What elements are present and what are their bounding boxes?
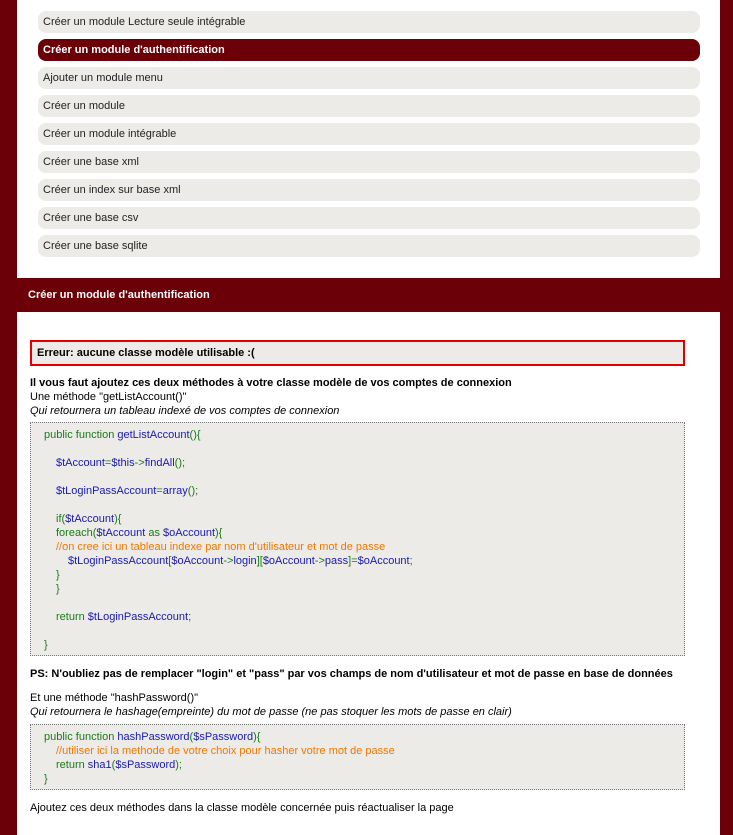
menu-item-module-integrable[interactable]: Créer un module intégrable: [38, 123, 700, 145]
menu-item-module-menu[interactable]: Ajouter un module menu: [38, 67, 700, 89]
code-token: pass: [324, 555, 349, 567]
instructions-heading: Il vous faut ajoutez ces deux méthodes à votre classe modèle de vos comptes de connexion: [30, 377, 512, 389]
code-token: $oAccount: [357, 555, 410, 567]
code-token: return: [56, 759, 88, 771]
code-token: =: [156, 485, 163, 497]
section-title: Créer un module d'authentification: [17, 278, 720, 312]
code-token: $tLoginPassAccount: [68, 555, 169, 567]
error-message: Erreur: aucune classe modèle utilisable :(: [30, 340, 685, 366]
code-token: hashPassword: [117, 731, 190, 743]
code-token: ();: [174, 457, 186, 469]
code-token: ){: [215, 527, 223, 539]
code-token: $tLoginPassAccount: [56, 485, 157, 497]
code-line: [56, 484, 198, 498]
code-token: sha1: [87, 759, 112, 771]
method2-description: Qui retournera le hashage(empreinte) du mot de passe (ne pas stoquer les mots de passe en clair): [30, 706, 512, 718]
code-token: ->: [223, 555, 234, 567]
code-line: }: [56, 583, 60, 595]
code-token: $oAccount: [262, 555, 315, 567]
code-line: [44, 428, 201, 442]
code-token: ]=: [348, 555, 358, 567]
code-line: }: [56, 569, 60, 581]
code-token: $sPassword: [193, 731, 254, 743]
code-line: }: [44, 639, 48, 651]
code-comment: //utiliser ici la methode de votre choix pour hasher votre mot de passe: [56, 745, 395, 757]
code-token: );: [175, 759, 182, 771]
menu-item-base-xml[interactable]: Créer une base xml: [38, 151, 700, 173]
code-token: $oAccount: [163, 527, 215, 539]
code-token: ){: [114, 513, 122, 525]
code-token: as: [145, 527, 164, 539]
code-line: [56, 512, 121, 526]
code-token: ->: [314, 555, 325, 567]
code-token: (: [111, 759, 116, 771]
code-line: [56, 610, 191, 624]
code-line: [68, 554, 413, 568]
code-token: $sPassword: [115, 759, 176, 771]
menu-item-base-sqlite[interactable]: Créer une base sqlite: [38, 235, 700, 257]
code-block-hashpassword: [30, 724, 685, 790]
code-line: [56, 526, 222, 540]
code-token: foreach(: [56, 527, 97, 539]
code-token: findAll: [144, 457, 175, 469]
code-line: }: [44, 773, 48, 785]
code-token: login: [233, 555, 257, 567]
method1-title: Une méthode "getListAccount()": [30, 391, 187, 403]
code-line: [56, 456, 185, 470]
code-token: $tAccount: [65, 513, 115, 525]
code-token: ();: [187, 485, 199, 497]
code-token: ;: [409, 555, 413, 567]
code-token: ->: [134, 457, 145, 469]
code-token: ][: [256, 555, 263, 567]
code-line: [44, 730, 260, 744]
menu-item-lecture-seule-integrable[interactable]: Créer un module Lecture seule intégrable: [38, 11, 700, 33]
footer-instruction: Ajoutez ces deux méthodes dans la classe modèle concernée puis réactualiser la page: [30, 802, 454, 814]
code-line: [56, 758, 182, 772]
code-token: [: [168, 555, 172, 567]
code-comment: //on cree ici un tableau indexe par nom d'utilisateur et mot de passe: [56, 541, 386, 553]
code-token: $tLoginPassAccount: [87, 611, 189, 623]
code-token: public function: [44, 731, 118, 743]
code-token: $tAccount: [96, 527, 146, 539]
code-token: ){: [253, 731, 261, 743]
menu-item-module-authentification[interactable]: Créer un module d'authentification: [38, 39, 700, 61]
code-token: public function: [44, 429, 118, 441]
code-token: (: [189, 731, 194, 743]
menu-item-module[interactable]: Créer un module: [38, 95, 700, 117]
code-token: if(: [56, 513, 66, 525]
code-token: getListAccount: [117, 429, 190, 441]
code-token: =: [104, 457, 112, 469]
code-token: ;: [188, 611, 192, 623]
menu-item-index-base-xml[interactable]: Créer un index sur base xml: [38, 179, 700, 201]
code-token: (){: [189, 429, 201, 441]
method2-title: Et une méthode "hashPassword()": [30, 692, 199, 704]
code-token: return: [56, 611, 88, 623]
code-block-getlistaccount: [30, 422, 685, 656]
code-token: $oAccount: [171, 555, 224, 567]
content-panel: [17, 0, 720, 835]
ps-note: PS: N'oubliez pas de remplacer "login" et "pass" par vos champs de nom d'utilisateur et mot de passe en base de données: [30, 668, 673, 680]
code-token: array: [162, 485, 188, 497]
code-token: $tAccount: [56, 457, 105, 469]
code-token: $this: [111, 457, 135, 469]
menu-item-base-csv[interactable]: Créer une base csv: [38, 207, 700, 229]
method1-description: Qui retournera un tableau indexé de vos comptes de connexion: [30, 405, 340, 417]
